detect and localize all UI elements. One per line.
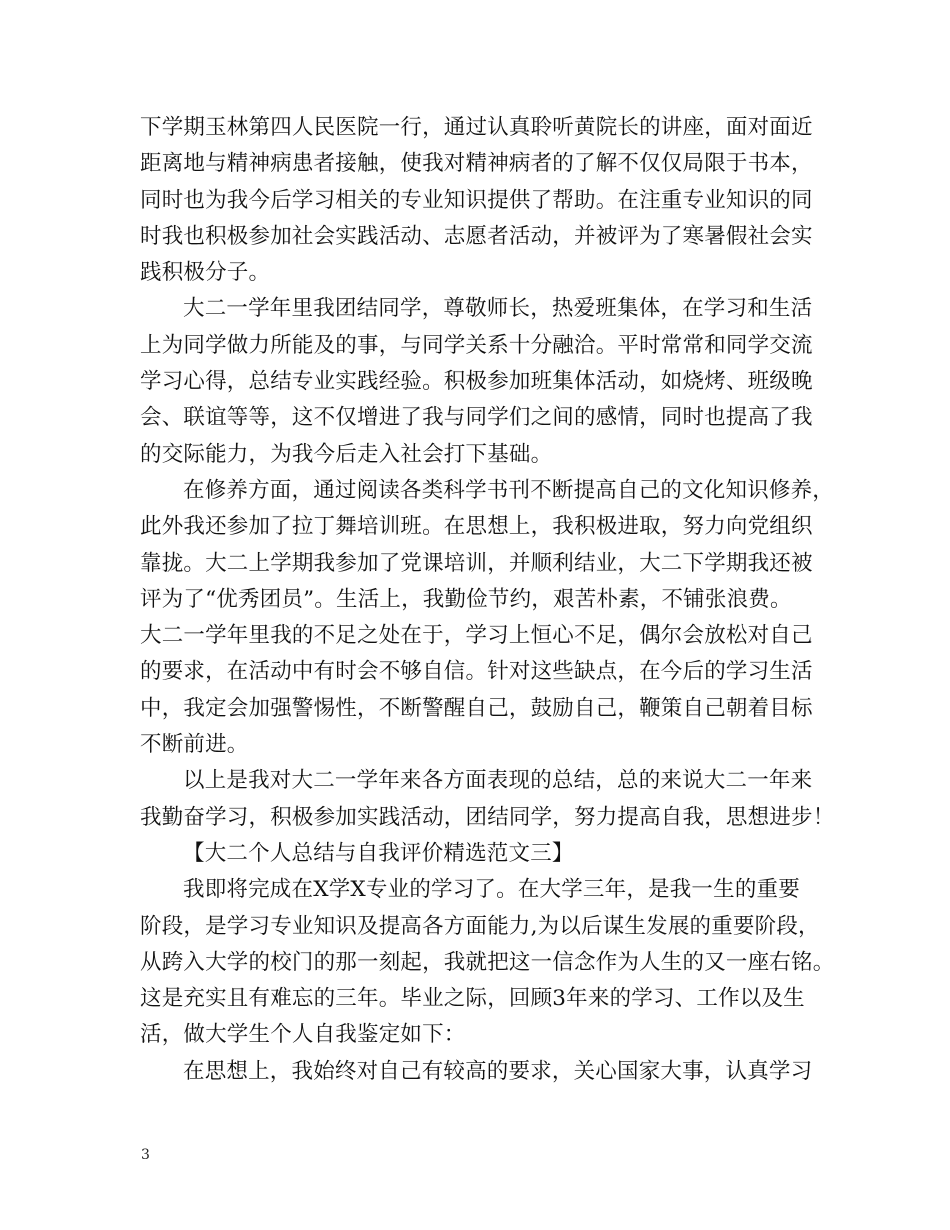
text-line: 时我也积极参加社会实践活动、志愿者活动，并被评为了寒暑假社会实 (140, 223, 813, 249)
text-line: 评为了“优秀团员”。生活上，我勤俭节约，艰苦朴素，不铺张浪费。 (140, 586, 792, 612)
text-line: 这是充实且有难忘的三年。毕业之际，回顾3年来的学习、工作以及生 (140, 986, 805, 1012)
body-text (140, 110, 835, 1090)
text-line: 距离地与精神病患者接触，使我对精神病者的了解不仅仅局限于书本， (140, 151, 813, 177)
text-line: 阶段，是学习专业知识及提高各方面能力,为以后谋生发展的重要阶段， (140, 913, 820, 939)
paragraph-first-line: 在思想上，我始终对自己有较高的要求，关心国家大事，认真学习 (183, 1058, 813, 1084)
text-line: 的交际能力，为我今后走入社会打下基础。 (140, 441, 553, 467)
section-heading: 【大二个人总结与自我评价精选范文三】 (183, 840, 574, 866)
text-line: 的要求，在活动中有时会不够自信。针对这些缺点，在今后的学习生活 (140, 659, 813, 685)
paragraph-first-line: 大二一学年里我团结同学，尊敬师长，热爱班集体，在学习和生活 (183, 296, 813, 322)
text-line: 会、联谊等等，这不仅增进了我与同学们之间的感情，同时也提高了我 (140, 405, 813, 431)
text-line: 靠拢。大二上学期我参加了党课培训，并顺利结业，大二下学期我还被 (140, 550, 813, 576)
text-line: 从跨入大学的校门的那一刻起，我就把这一信念作为人生的又一座右铭。 (140, 949, 835, 975)
text-line: 活，做大学生个人自我鉴定如下： (140, 1022, 466, 1048)
text-line: 不断前进。 (140, 732, 249, 758)
text-line: 此外我还参加了拉丁舞培训班。在思想上，我积极进取，努力向党组织 (140, 514, 813, 540)
text-line: 同时也为我今后学习相关的专业知识提供了帮助。在注重专业知识的同 (140, 187, 813, 213)
text-line: 学习心得，总结专业实践经验。积极参加班集体活动，如烧烤、班级晚 (140, 369, 813, 395)
text-line: 中，我定会加强警惕性，不断警醒自己，鼓励自己，鞭策自己朝着目标 (140, 695, 813, 721)
paragraph-first-line: 在修养方面，通过阅读各类科学书刊不断提高自己的文化知识修养， (183, 477, 835, 503)
text-line: 上为同学做力所能及的事，与同学关系十分融洽。平时常常和同学交流 (140, 332, 813, 358)
page-number: 3 (141, 1147, 150, 1163)
text-line: 大二一学年里我的不足之处在于，学习上恒心不足，偶尔会放松对自己 (140, 623, 813, 649)
text-line: 践积极分子。 (140, 260, 271, 286)
text-line: 下学期玉林第四人民医院一行，通过认真聆听黄院长的讲座，面对面近 (140, 115, 813, 140)
paragraph-first-line: 以上是我对大二一学年来各方面表现的总结，总的来说大二一年来 (183, 768, 813, 794)
paragraph-first-line: 我即将完成在X学X专业的学习了。在大学三年，是我一生的重要 (183, 877, 800, 903)
text-line: 我勤奋学习，积极参加实践活动，团结同学，努力提高自我，思想进步！ (140, 804, 835, 830)
